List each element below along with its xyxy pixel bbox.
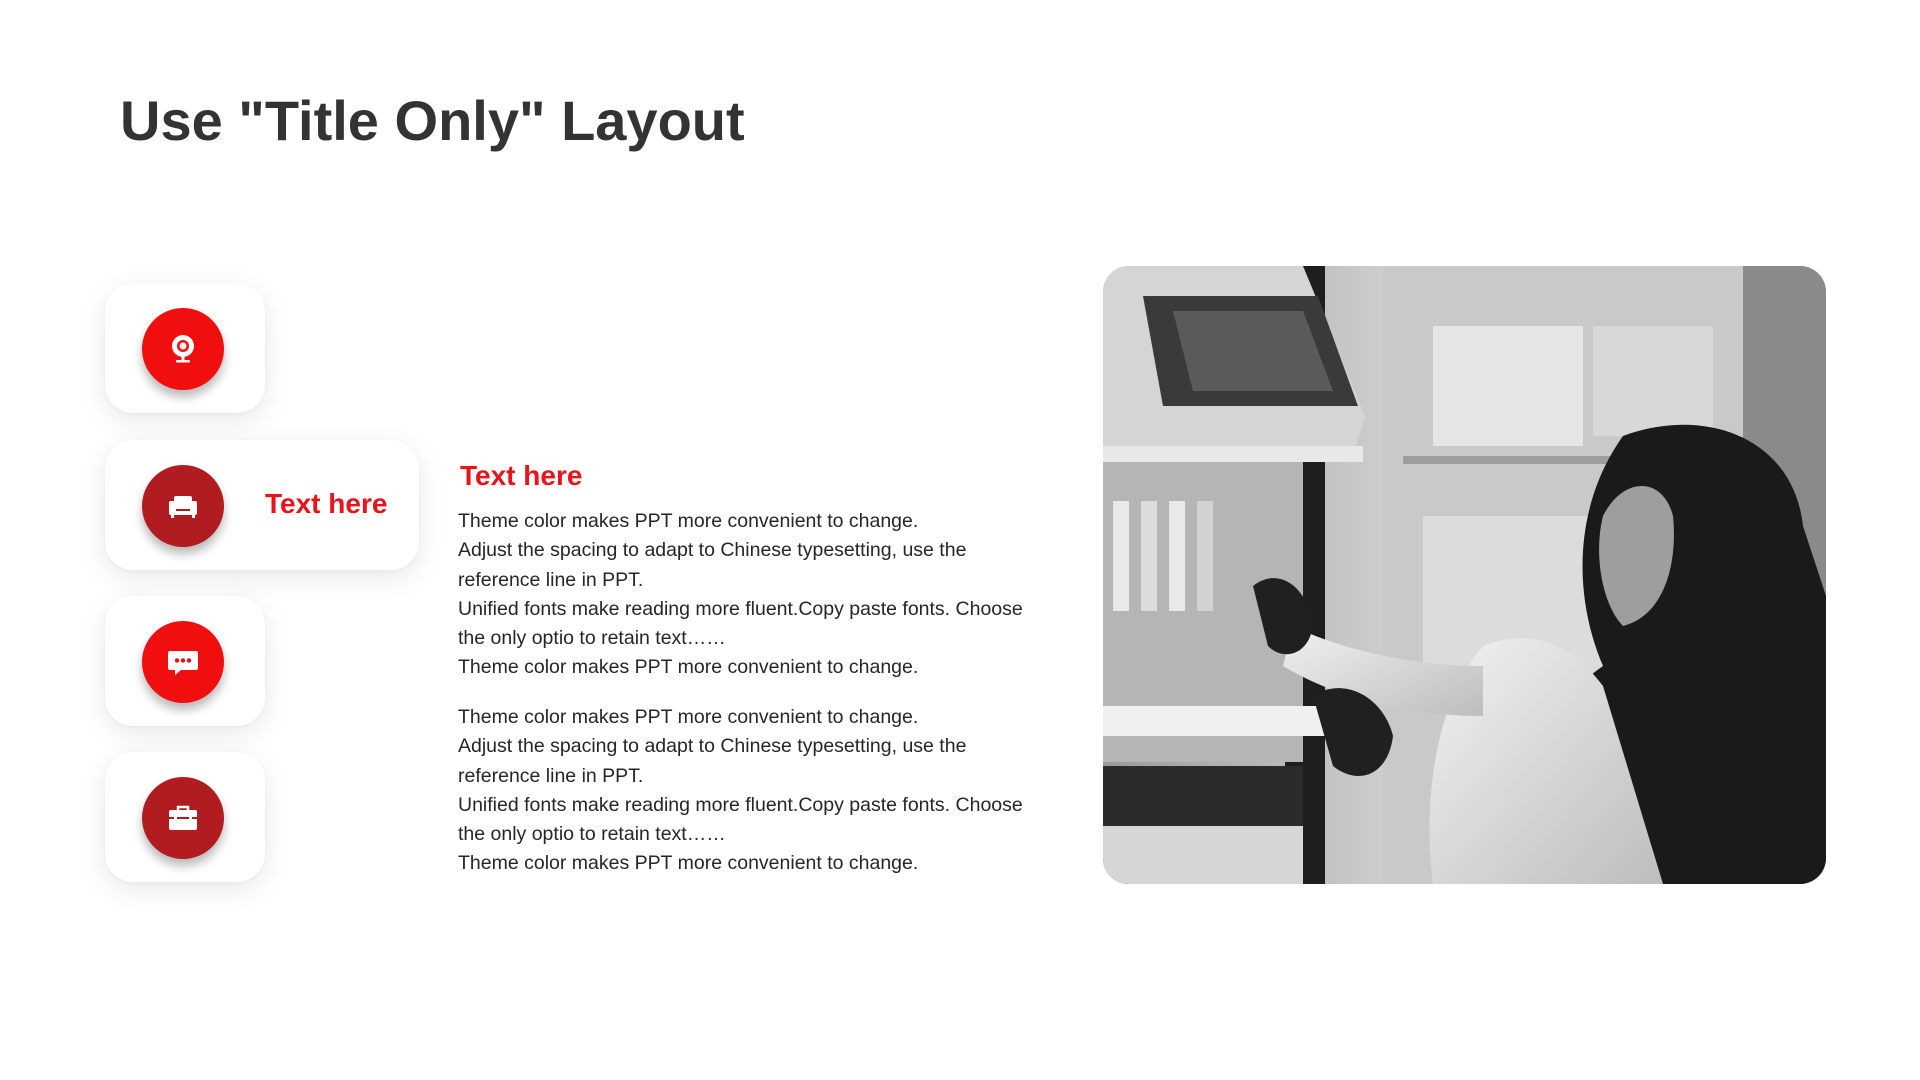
chat-bubble-icon — [163, 642, 203, 682]
icon-circle-1 — [142, 308, 224, 390]
card-label: Text here — [265, 488, 388, 519]
webcam-icon — [163, 329, 203, 369]
icon-circle-2 — [142, 465, 224, 547]
armchair-icon — [163, 486, 203, 526]
paragraph-line: Theme color makes PPT more convenient to change. — [458, 656, 919, 679]
paragraph-line: Theme color makes PPT more convenient to change. — [458, 852, 919, 875]
icon-card-1[interactable] — [105, 283, 265, 413]
paragraph-line: Adjust the spacing to adapt to Chinese typesetting, use the reference line in PPT. — [458, 539, 967, 591]
icon-card-4[interactable] — [105, 752, 265, 882]
paragraph-2 — [458, 703, 1048, 879]
paragraph-line: Theme color makes PPT more convenient to change. — [458, 706, 919, 728]
scientist-photo-image — [1103, 266, 1826, 884]
paragraph-line: Unified fonts make reading more fluent.Copy paste fonts. Choose the only optio to retain text…… — [458, 597, 1023, 650]
paragraph-line: Unified fonts make reading more fluent.Copy paste fonts. Choose the only optio to retain text…… — [458, 793, 1023, 846]
icon-card-2[interactable] — [105, 440, 419, 570]
paragraph-line: Adjust the spacing to adapt to Chinese typesetting, use the reference line in PPT. — [458, 735, 967, 787]
content-heading: Text here — [460, 460, 583, 491]
icon-card-3[interactable] — [105, 596, 265, 726]
paragraph-line: Theme color makes PPT more convenient to change. — [458, 510, 919, 532]
icon-circle-3 — [142, 621, 224, 703]
icon-circle-4 — [142, 777, 224, 859]
slide-title: Use "Title Only" Layout — [120, 89, 745, 152]
lab-photo — [1103, 266, 1826, 884]
paragraph-1 — [458, 507, 1048, 683]
toolbox-icon — [163, 798, 203, 838]
